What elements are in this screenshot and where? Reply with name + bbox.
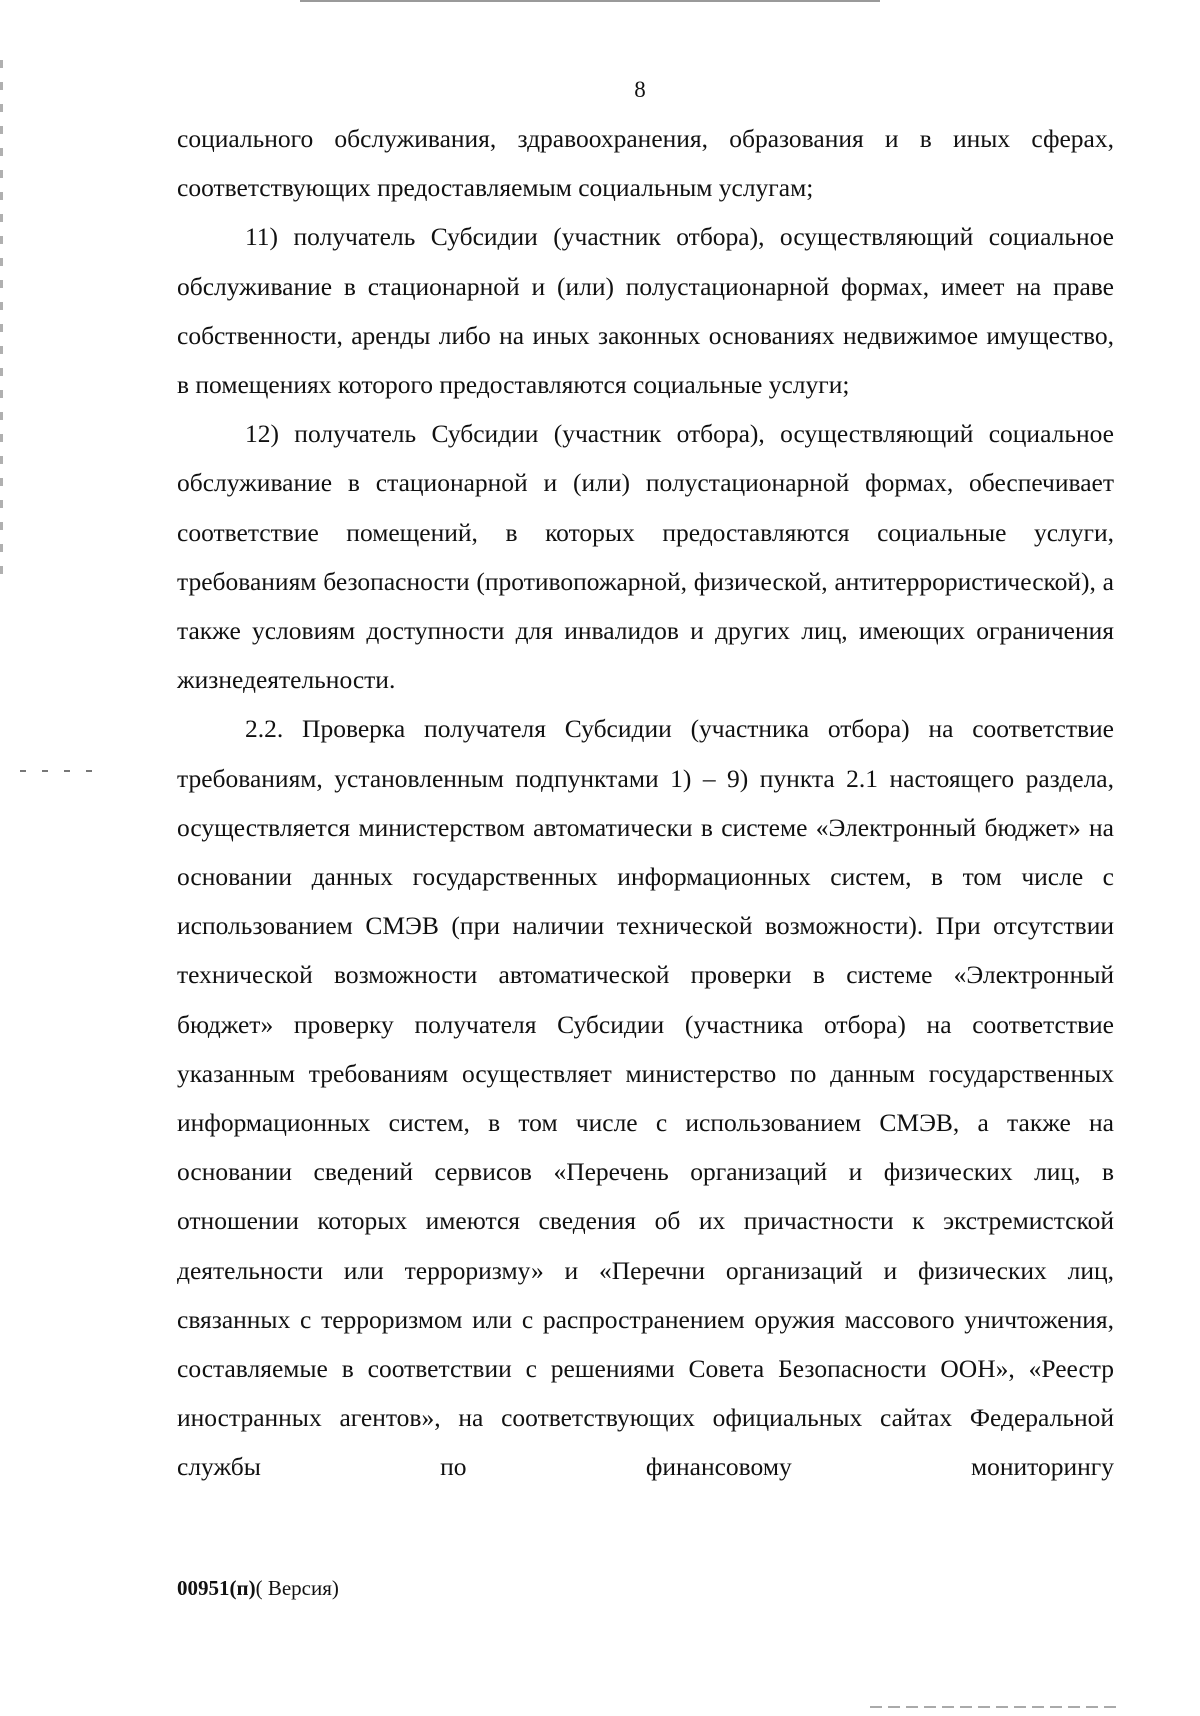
top-scan-rule (300, 0, 880, 2)
bottom-scan-rule (870, 1706, 1120, 1708)
document-footer (177, 1573, 339, 1603)
paragraph-section-2-2: 2.2. Проверка получателя Субсидии (участника отбора) на соответствие требованиям, установленным подпунктами 1) – 9) пункта 2.1 настоящего раздела, осуществляется министерством автоматически в системе «Электронный бюджет» на основании данных государственных информационных систем, в том числе с использованием СМЭВ (при наличии технической возможности). При отсутствии технической возможности автоматической проверки в системе «Электронный бюджет» проверку получателя Субсидии (участника отбора) на соответствие указанным требованиям осуществляет министерство по данным государственных информационных систем, в том числе с использованием СМЭВ, а также на основании сведений сервисов «Перечень организаций и физических лиц, в отношении которых имеются сведения об их причастности к экстремистской деятельности или терроризму» и «Перечни организаций и физических лиц, связанных с терроризмом или с распространением оружия массового уничтожения, составляемые в соответствии с решениями Совета Безопасности ООН», «Реестр иностранных агентов», на соответствующих официальных сайтах Федеральной службы по финансовому мониторингу (177, 714, 1114, 1482)
paragraph-item-11: 11) получатель Субсидии (участник отбора), осуществляющий социальное обслуживание в стационарной и (или) полустационарной формах, имеет на праве собственности, аренды либо на иных законных основаниях недвижимое имущество, в помещениях которого предоставляются социальные услуги; (177, 222, 1114, 400)
left-scan-edge (0, 60, 3, 580)
document-body (177, 114, 1114, 1492)
page-number: 8 (634, 77, 646, 102)
left-margin-dashes (20, 770, 100, 772)
document-version: ( Версия) (255, 1576, 339, 1600)
document-code: 00951(п) (177, 1576, 256, 1600)
paragraph-item-12: 12) получатель Субсидии (участник отбора), осуществляющий социальное обслуживание в стационарной и (или) полустационарной формах, обеспечивает соответствие помещений, в которых предоставляются социальные услуги, требованиям безопасности (противопожарной, физической, антитеррористической), а также условиям доступности для инвалидов и других лиц, имеющих ограничения жизнедеятельности. (177, 419, 1114, 695)
paragraph: социального обслуживания, здравоохранения, образования и в иных сферах, соответствующих предоставляемым социальным услугам; (177, 124, 1114, 203)
